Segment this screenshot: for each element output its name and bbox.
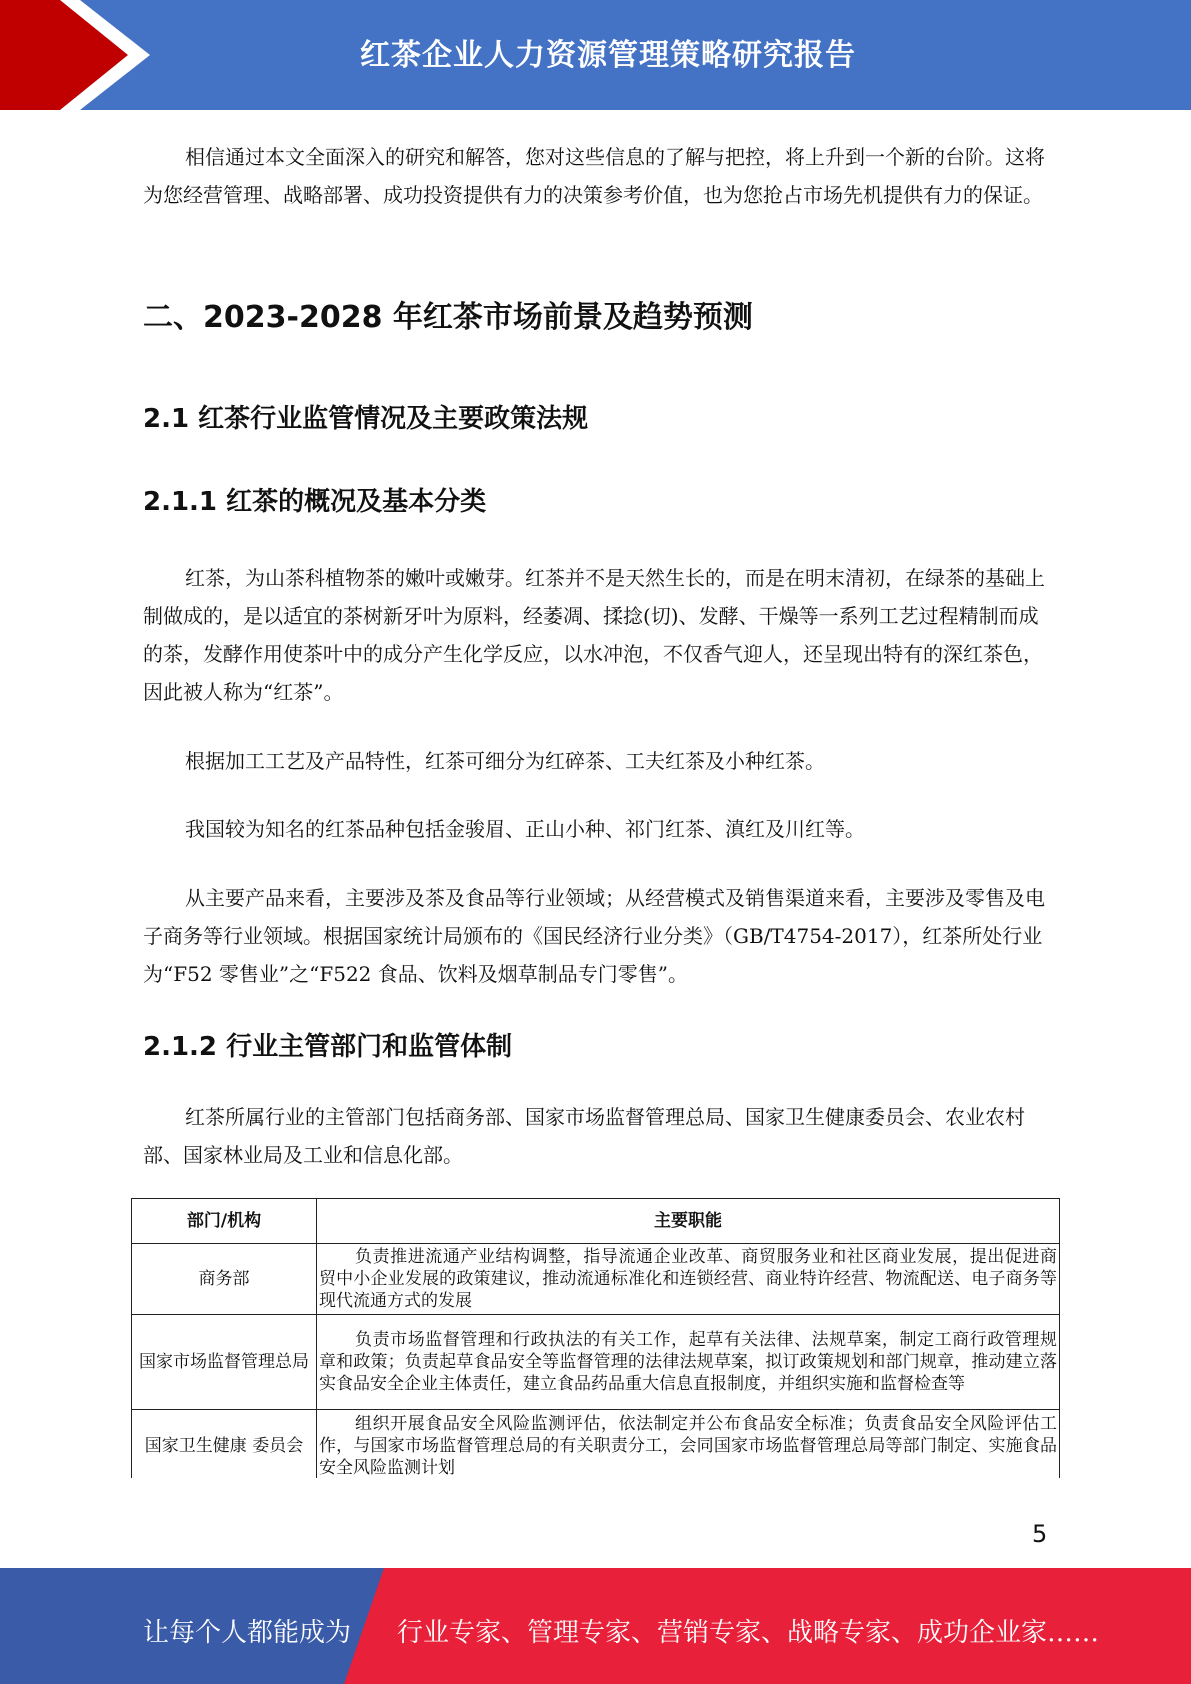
section-heading: 二、2023-2028 年红茶市场前景及趋势预测 [143,300,753,335]
table-cell-duty: 负责推进流通产业结构调整，指导流通企业改革、商贸服务业和社区商业发展，提出促进商 贸中小企业发展的政策建议，推动流通标准化和连锁经营、商业特许经营、物流配送、电子商务等现代流通方式的发展 [317,1244,1060,1315]
footer-slogan-right: 行业专家、管理专家、营销专家、战略专家、成功企业家…… [397,1618,1100,1648]
table-row [132,1244,1060,1315]
table-cell-duty: 负责市场监督管理和行政执法的有关工作，起草有关法律、法规草案，制定工商行政管理规 章和政策；负责起草食品安全等监督管理的法律法规草案，拟订政策规划和部门规章，推动建立落实食品安全企业主体责任，建立食品药品重大信息直报制度，并组织实施和监督检查等 [317,1315,1060,1410]
subsection-heading-2-1-1: 2.1.1 红茶的概况及基本分类 [143,487,487,517]
intro-paragraph: 相信通过本文全面深入的研究和解答，您对这些信息的了解与把控，将上升到一个新的台阶。这将为您经营管理、战略部署、成功投资提供有力的决策参考价值，也为您抢占市场先机提供有力的保证。 [143,145,1045,207]
table-cell-dept: 国家市场监督管理总局 [132,1315,317,1410]
table-row [132,1315,1060,1410]
body-paragraph: 从主要产品来看，主要涉及茶及食品等行业领域；从经营模式及销售渠道来看，主要涉及零售及电子商务等行业领域。根据国家统计局颁布的《国民经济行业分类》（GB/T4754-2017），红茶所处行业为“F52 零售业”之“F522 食品、饮料及烟草制品专门零售”。 [143,886,1045,986]
subsection-heading-2-1-2: 2.1.2 行业主管部门和监管体制 [143,1032,513,1062]
table-cell-dept: 商务部 [132,1244,317,1315]
subsection-heading-2-1: 2.1 红茶行业监管情况及主要政策法规 [143,404,589,434]
report-title: 红茶企业人力资源管理策略研究报告 [360,38,856,73]
body-paragraph: 我国较为知名的红茶品种包括金骏眉、正山小种、祁门红茶、滇红及川红等。 [185,817,865,841]
table-cell-duty: 组织开展食品安全风险监测评估，依法制定并公布食品安全标准；负责食品安全风险评估工 作，与国家市场监督管理总局的有关职责分工，会同国家市场监督管理总局等部门制定、实施食品安全风险监测计划 [317,1410,1060,1479]
table-row [132,1410,1060,1479]
table-header-duty: 主要职能 [317,1199,1060,1244]
body-paragraph: 根据加工工艺及产品特性，红茶可细分为红碎茶、工夫红茶及小种红茶。 [185,749,825,773]
table-header-dept: 部门/机构 [132,1199,317,1244]
body-paragraph: 红茶，为山茶科植物茶的嫩叶或嫩芽。红茶并不是天然生长的，而是在明末清初，在绿茶的基础上制做成的，是以适宜的茶树新牙叶为原料，经萎凋、揉捻(切)、发酵、干燥等一系列工艺过程精制而成的茶，发酵作用使茶叶中的成分产生化学反应，以水冲泡，不仅香气迎人，还呈现出特有的深红茶色，因此被人称为“红茶”。 [143,566,1045,704]
footer-band [0,1568,1191,1684]
page-number: 5 [1032,1520,1048,1548]
table-header-row [132,1199,1060,1244]
regulators-table [131,1198,1060,1478]
table-cell-dept: 国家卫生健康 委员会 [132,1410,317,1479]
body-paragraph: 红茶所属行业的主管部门包括商务部、国家市场监督管理总局、国家卫生健康委员会、农业农村部、国家林业局及工业和信息化部。 [143,1105,1025,1167]
footer-slogan-left: 让每个人都能成为 [143,1618,352,1648]
